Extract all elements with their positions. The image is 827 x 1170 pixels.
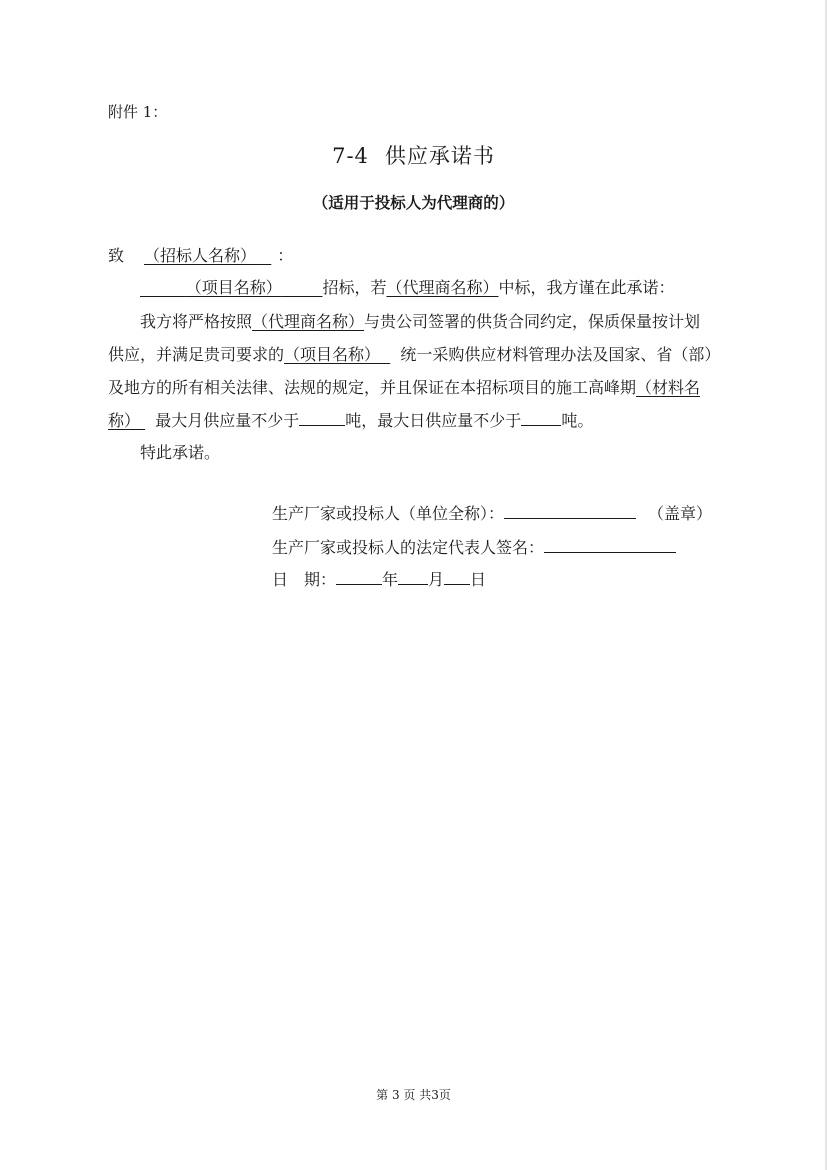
- para1-text-2: 中标，我方谨在此承诺：: [498, 278, 675, 297]
- agent-name-placeholder: （代理商名称）: [386, 278, 499, 297]
- document-title: [0, 140, 827, 170]
- company-signature-line: 生产厂家或投标人（单位全称）： （盖章）: [272, 504, 713, 523]
- date-line: 日 期： 年 月 日: [272, 570, 487, 589]
- project-name-placeholder-2: （项目名称）: [284, 345, 381, 364]
- title-text: 供应承诺书: [384, 144, 495, 168]
- agent-name-placeholder-2: （代理商名称）: [252, 312, 365, 331]
- recipient-placeholder: （招标人名称）: [144, 246, 257, 265]
- paragraph-2-line-3: 及地方的所有相关法律、法规的规定，并且保证在本招标项目的施工高峰期（材料名: [108, 378, 701, 397]
- month-blank[interactable]: [398, 569, 428, 585]
- paragraph-1: [140, 278, 675, 298]
- annex-label: 附件 1：: [108, 103, 168, 121]
- project-name-placeholder: （项目名称）: [185, 278, 282, 297]
- page-footer: 第 3 页 共3页: [376, 1088, 451, 1102]
- representative-signature-blank[interactable]: [544, 537, 676, 553]
- seal-label: （盖章）: [648, 504, 713, 523]
- para1-text-1: 招标，若: [322, 278, 387, 297]
- paragraph-2-line-2: 供应，并满足贵司要求的（项目名称） 统一采购供应材料管理办法及国家、省（部）: [108, 345, 721, 364]
- day-blank[interactable]: [444, 569, 470, 585]
- salutation: [108, 246, 293, 266]
- paragraph-2-line-4: 称） 最大月供应量不少于 吨，最大日供应量不少于 吨。: [108, 411, 594, 430]
- paragraph-2-line-1: 我方将严格按照（代理商名称）与贵公司签署的供货合同约定，保质保量按计划: [140, 312, 701, 331]
- document-subtitle: （适用于投标人为代理商的）: [312, 193, 515, 212]
- representative-signature-line: 生产厂家或投标人的法定代表人签名：: [272, 535, 676, 558]
- salutation-prefix: 致: [108, 246, 125, 265]
- salutation-suffix: ：: [277, 246, 294, 265]
- material-name-placeholder: （材料名: [636, 378, 701, 397]
- closing-statement: 特此承诺。: [140, 443, 221, 462]
- company-name-blank[interactable]: [504, 503, 636, 519]
- title-number: 7-4: [332, 144, 369, 168]
- daily-supply-blank[interactable]: [521, 410, 561, 426]
- material-name-placeholder-cont: 称）: [108, 411, 141, 430]
- year-blank[interactable]: [336, 569, 382, 585]
- monthly-supply-blank[interactable]: [299, 410, 345, 426]
